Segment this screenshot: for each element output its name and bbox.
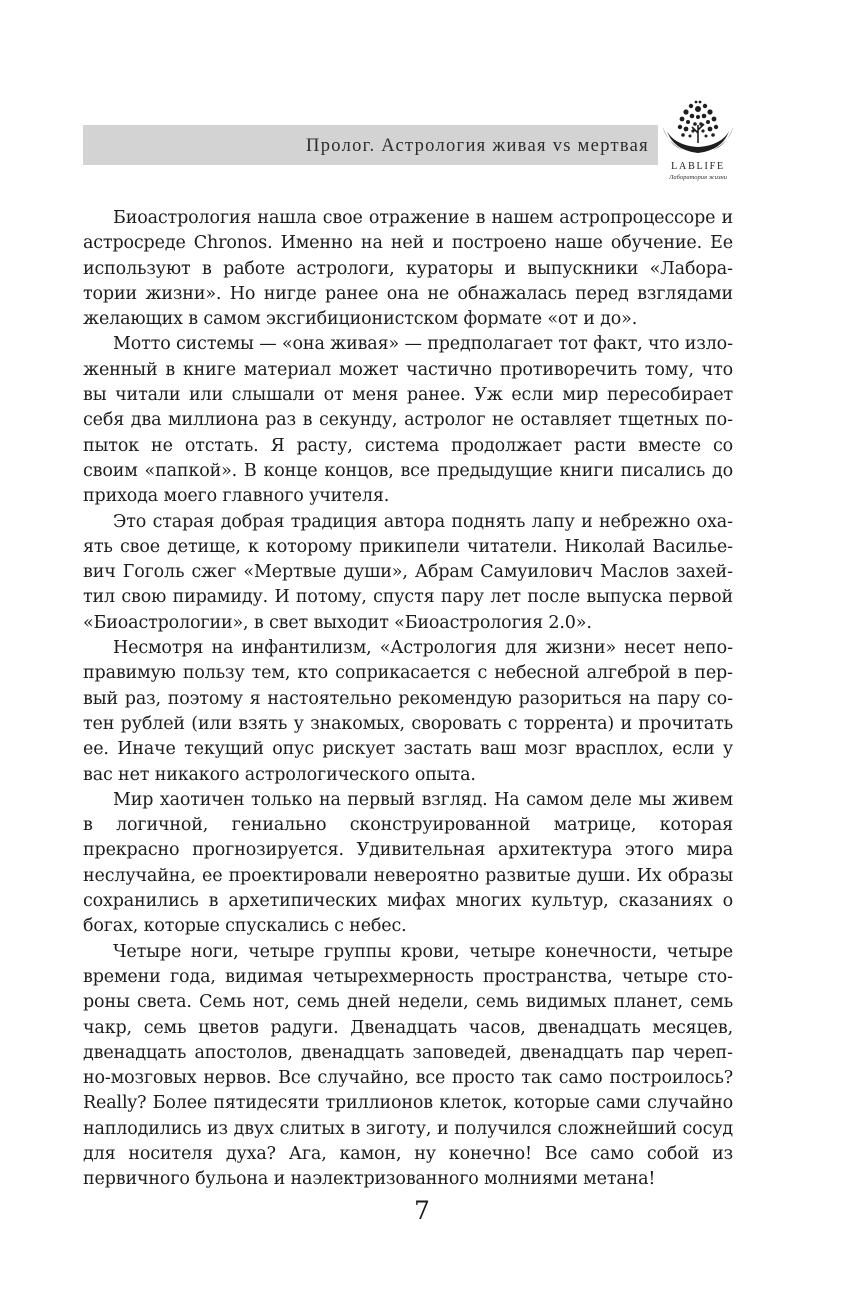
tree-hands-icon <box>653 97 743 163</box>
logo-wordmark: LABLIFE <box>671 161 725 172</box>
page-number: 7 <box>414 1196 430 1225</box>
publisher-logo <box>653 97 743 189</box>
paragraph: Биоастрология нашла свое отражение в нашем астропроцессоре и астросреде Chronos. Именно на ней и построено наше обучение. Ее используют в работе астрологи, кураторы и выпускники «Лаборатории жизни». Но нигде ранее она не обнажалась перед взглядами желающих в самом эксгибиционистском формате «от и до». <box>83 208 733 330</box>
paragraph: Несмотря на инфантилизм, «Астрология для жизни» несет непоправимую пользу тем, кто соприкасается с небесной алгеброй в первый раз, поэтому я настоятельно рекомендую разориться на пару сотен рублей (или взять у знакомых, своровать с торрента) и прочитать ее. Иначе текущий опус рискует застать ваш мозг врасплох, если у вас нет никакого астрологического опыта. <box>83 638 733 785</box>
paragraph: Это старая добрая традиция автора поднять лапу и небрежно охаять свое детище, к которому прикипели читатели. Николай Васильевич Гоголь сжег «Мертвые души», Абрам Самуилович Маслов захейтил свою пирамиду. И потому, спустя пару лет после выпуска первой «Биоастрологии», в свет выходит «Биоастрология 2.0». <box>83 511 733 633</box>
body-text <box>83 206 733 1193</box>
logo-subtitle: Лаборатория жизни <box>669 174 727 181</box>
paragraph: Четыре ноги, четыре группы крови, четыре конечности, четыре времени года, видимая четырехмерность пространства, четыре стороны света. Семь нот, семь дней недели, семь видимых планет, семь чакр, семь цветов радуги. Двенадцать часов, двенадцать месяцев, двенадцать апостолов, двенадцать заповедей, двенадцать пар черепно-мозговых нервов. Все случайно, все просто так само построилось? Really? Более пятидесяти триллионов клеток, которые сами случайно наплодились из двух слитых в зиготу, и получился сложнейший сосуд для носителя духа? Ага, камон, ну конечно! Все само собой из первичного бульона и наэлектризованного молниями метана! <box>83 941 733 1190</box>
paragraph: Мотто системы — «она живая» — предполагает тот факт, что изложенный в книге материал может частично противоречить тому, что вы читали или слышали от меня ранее. Уж если мир пересобирает себя два миллиона раз в секунду, астролог не оставляет тщетных попыток не отстать. Я расту, система продолжает расти вместе со своим «папкой». В конце концов, все предыдущие книги писались до прихода моего главного учителя. <box>83 334 733 507</box>
paragraph: Мир хаотичен только на первый взгляд. На самом деле мы живем в логичной, гениально сконструированной матрице, которая прекрасно прогнозируется. Удивительная архитектура этого мира неслучайна, ее проектировали невероятно развитые души. Их образы сохранились в архетипических мифах многих культур, сказаниях о богах, которые спускались с небес. <box>83 789 733 937</box>
running-header-title: Пролог. Астрология живая vs мертвая <box>306 136 649 156</box>
